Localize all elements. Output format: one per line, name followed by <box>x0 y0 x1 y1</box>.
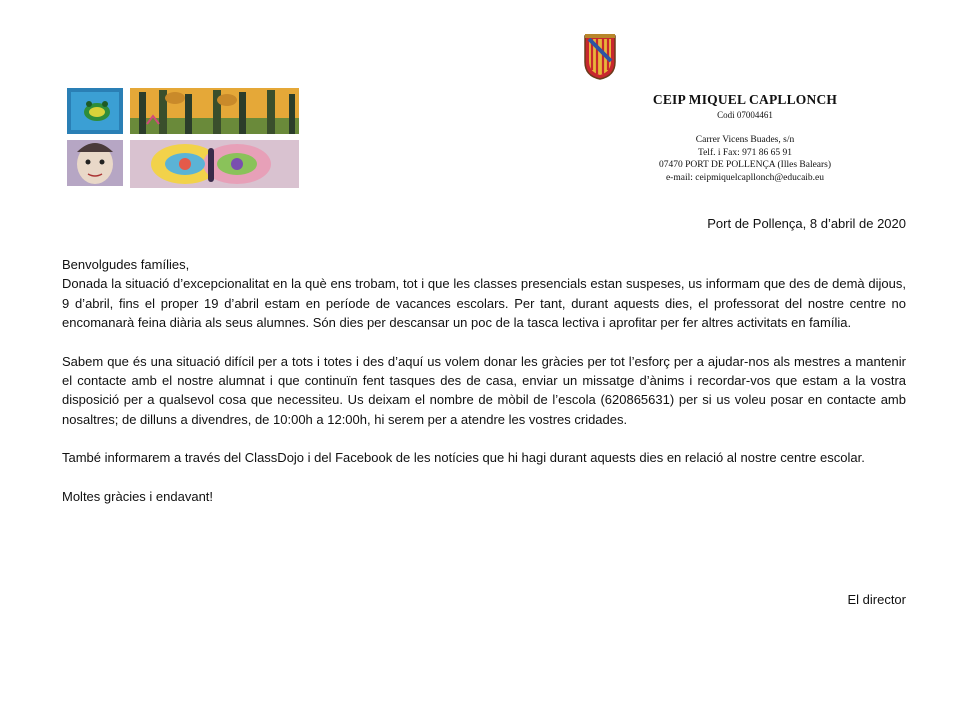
school-code: Codi 07004461 <box>717 110 773 120</box>
letter-date: Port de Pollença, 8 d’abril de 2020 <box>707 216 906 231</box>
closing: Moltes gràcies i endavant! <box>62 488 214 504</box>
signature: El director <box>847 592 906 607</box>
balearic-coat-of-arms-icon <box>582 32 618 80</box>
address-city: 07470 PORT DE POLLENÇA (Illes Balears) <box>658 160 832 170</box>
address-phone: Telf. i Fax: 971 86 65 91 <box>697 147 793 158</box>
paragraph-3: També informarem a través del ClassDojo i del Facebook de les notícies que hi hagi durant aquests dies en relació al nostre centre escolar. <box>62 450 865 466</box>
salutation: Benvolgudes famílies, <box>62 257 190 272</box>
address-street: Carrer Vicens Buades, s/n <box>695 135 795 145</box>
address-email: e-mail: ceipmiquelcapllonch@educaib.eu <box>665 172 825 183</box>
school-address <box>620 134 870 184</box>
school-header <box>620 92 870 184</box>
letter-body <box>62 255 906 506</box>
school-name: CEIP MIQUEL CAPLLONCH <box>652 92 838 107</box>
paragraph-2: Sabem que és una situació difícil per a tots i totes i des d’aquí us volem donar les gràcies per tot l’esforç per a ajudar-nos als mestres a mantenir el contacte amb el nostre alumnat i que continuïn fent tasques des de casa, enviar un missatge d’ànims i recordar-vos que estam a la vostra disposició per a qualsevol cosa que necessiteu. Us deixam el nombre de mòbil de l’escola (620865631) per si us voleu posar en contacte amb nosaltres; de dilluns a divendres, de 10:00h a 12:00h, hi serem per a atendre les vostres cridades. <box>62 353 906 427</box>
paragraph-1: Donada la situació d’excepcionalitat en la què ens trobam, tot i que les classes presencials estan suspeses, us informam que des de demà dijous, 9 d’abril, fins el proper 19 d’abril estam en període de vacances escolars. Per tant, durant aquests dies, el professorat del nostre centre no encomanarà feina diària als seus alumnes. Són dies per descansar un poc de la tasca lectiva i aprofitar per fer altres activitats en família. <box>62 276 906 331</box>
children-paintings-collage <box>67 88 299 188</box>
